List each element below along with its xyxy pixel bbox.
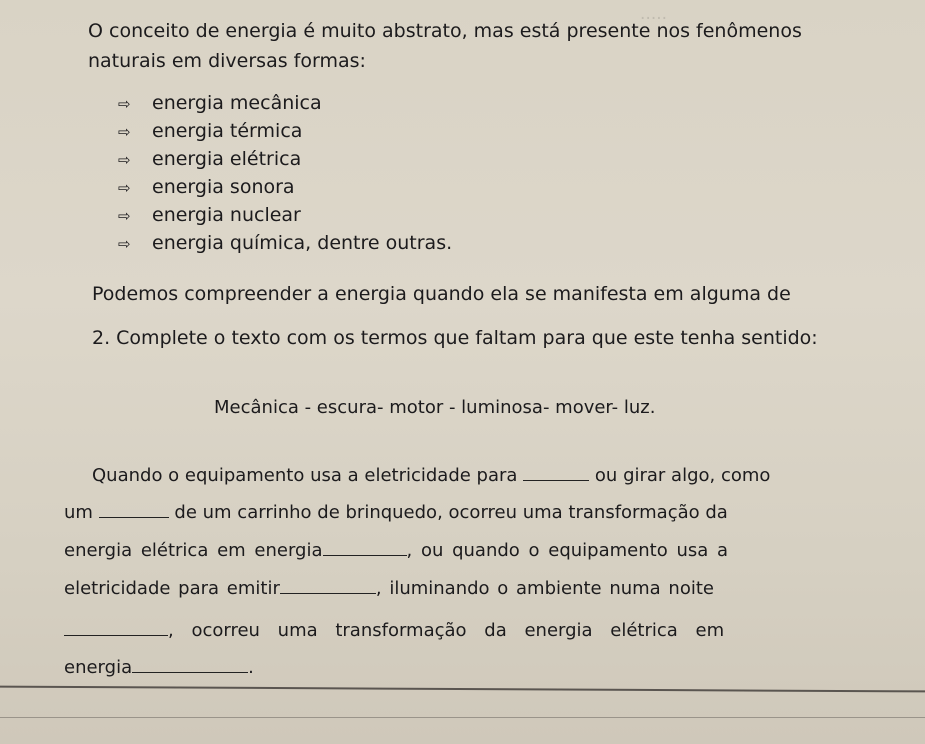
list-item-label: energia mecânica [152, 92, 322, 114]
intro-line-1: O conceito de energia é muito abstrato, mas está presente nos fenômenos [88, 20, 802, 42]
paragraph-text: , iluminando o ambiente numa noite [375, 578, 714, 599]
list-item [118, 148, 301, 170]
paragraph-text: ou girar algo, como [594, 465, 771, 486]
paragraph-line-2 [64, 502, 728, 523]
list-item [118, 232, 452, 254]
answer-blank[interactable] [132, 658, 248, 673]
arrow-right-icon: ⇨ [118, 235, 131, 253]
paragraph-text: . [248, 657, 254, 678]
word-bank: Mecânica - escura- motor - luminosa- mover- luz. [214, 397, 656, 418]
paragraph-text: Quando o equipamento usa a eletricidade para [92, 465, 518, 486]
answer-blank[interactable] [280, 579, 376, 594]
list-item [118, 204, 301, 226]
paragraph-text: um [64, 502, 93, 523]
paragraph-text: de um carrinho de brinquedo, ocorreu uma transformação da [174, 502, 728, 523]
manifest-sentence: Podemos compreender a energia quando ela se manifesta em alguma de [92, 283, 791, 305]
paragraph-text: , ocorreu uma transformação da energia elétrica em [168, 620, 725, 641]
list-item-label: energia sonora [152, 176, 295, 198]
answer-blank[interactable] [523, 466, 589, 481]
arrow-right-icon: ⇨ [118, 207, 131, 225]
list-item-label: energia química, dentre outras. [152, 232, 453, 254]
paragraph-text: eletricidade para emitir [64, 578, 280, 599]
answer-blank[interactable] [99, 503, 169, 518]
paragraph-text: energia [64, 657, 133, 678]
paragraph-text: , ou quando o equipamento usa a [406, 540, 729, 561]
paragraph-text: energia elétrica em energia [64, 540, 323, 561]
paragraph-line-3 [64, 540, 728, 561]
paragraph-line-4 [64, 578, 714, 599]
bleed-through-text: ..... [640, 4, 668, 24]
intro-line-2: naturais em diversas formas: [88, 50, 366, 72]
list-item-label: energia térmica [152, 120, 303, 142]
paragraph-line-1 [92, 465, 770, 486]
arrow-right-icon: ⇨ [118, 123, 131, 141]
paragraph-line-5 [64, 620, 724, 641]
arrow-right-icon: ⇨ [118, 95, 131, 113]
list-item [118, 120, 302, 142]
list-item [118, 92, 322, 114]
answer-blank[interactable] [64, 621, 168, 636]
page-divider [0, 717, 925, 718]
arrow-right-icon: ⇨ [118, 179, 131, 197]
list-item [118, 176, 295, 198]
arrow-right-icon: ⇨ [118, 151, 131, 169]
question-heading: 2. Complete o texto com os termos que faltam para que este tenha sentido: [92, 327, 818, 349]
list-item-label: energia elétrica [152, 148, 302, 170]
answer-blank[interactable] [323, 541, 407, 556]
paragraph-line-6 [64, 657, 254, 678]
list-item-label: energia nuclear [152, 204, 301, 226]
page-divider [0, 686, 925, 693]
